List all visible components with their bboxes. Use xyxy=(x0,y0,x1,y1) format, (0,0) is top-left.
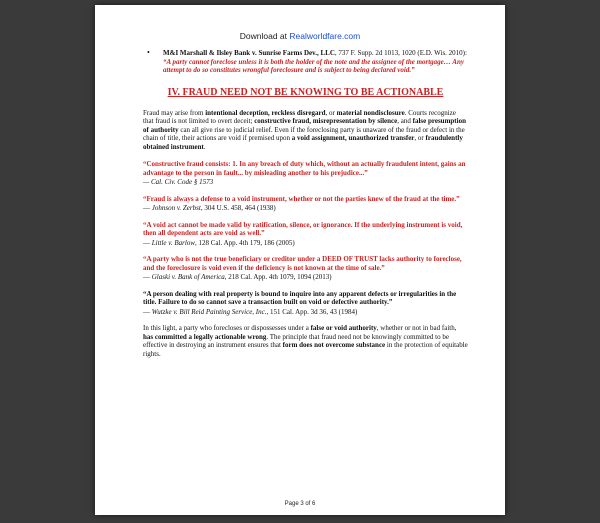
quote-source-dash: — xyxy=(143,273,152,281)
closing-text-3: . The principle that fraud need not be knowingly committed to be effective in destroying an instrument ensures that xyxy=(143,332,449,349)
intro-text-7: . xyxy=(203,142,206,151)
quote-block xyxy=(143,195,468,213)
black-quote-text: “A person dealing with real property is bound to inquire into any apparent defects or irregularities in the title. Failure to do so cannot save a transaction built on void or defective authority.” xyxy=(143,289,457,306)
quote-source-cite: , 304 U.S. 458, 464 (1938) xyxy=(200,204,276,212)
quote-source-case: Little v. Barlow xyxy=(151,238,195,247)
quote-source xyxy=(143,239,468,248)
quote-block xyxy=(143,255,468,282)
black-quote-source-case: Wutzke v. Bill Reid Painting Service, Inc. xyxy=(151,307,267,316)
quote-source-cite: , 218 Cal. App. 4th 1079, 1094 (2013) xyxy=(224,273,332,281)
quote-source xyxy=(143,204,468,213)
closing-paragraph xyxy=(143,324,468,358)
black-quote-block xyxy=(143,290,468,317)
download-header xyxy=(95,31,505,41)
closing-bold-2: has committed a legally actionable wrong xyxy=(143,332,267,341)
intro-bold-6: fraudulently obtained instrument xyxy=(143,134,463,151)
closing-text-1: In this light, a party who forecloses or dispossesses under a xyxy=(143,324,311,332)
case-citation: , 737 F. Supp. 2d 1013, 1020 (E.D. Wis. 2010): xyxy=(334,49,467,57)
closing-text-2: , whether or not in bad faith, xyxy=(376,324,457,332)
quote-source-dash: — xyxy=(143,204,152,212)
download-link[interactable]: Realworldfare.com xyxy=(289,31,361,41)
case-name: M&I Marshall & Ilsley Bank v. Sunrise Farms Dev., LLC xyxy=(163,49,335,57)
black-quote-source xyxy=(143,308,468,317)
quote-source-dash: — xyxy=(143,238,152,247)
quote-source-case: Johnson v. Zerbst xyxy=(151,204,201,212)
intro-bold-1: intentional deception, reckless disregard xyxy=(205,108,326,117)
quote-block xyxy=(143,160,468,187)
bullet-icon: • xyxy=(147,48,150,57)
intro-text-6: , or xyxy=(414,134,426,142)
quote-text: “A party who is not the true beneficiary or creditor under a DEED OF TRUST lacks authority to foreclose, and the foreclosure is void even if the deficiency is not known at the time of sale.” xyxy=(143,255,462,272)
quote-source xyxy=(143,178,468,187)
page-content xyxy=(143,49,468,367)
closing-text-4: in the protection of equitable rights. xyxy=(143,341,468,358)
closing-bold-1: false or void authority xyxy=(310,324,377,332)
quote-text: “A void act cannot be made valid by ratification, silence, or ignorance. If the underlying instrument is void, then all dependent acts are void as well.” xyxy=(143,220,463,237)
intro-bold-3: constructive fraud, misrepresentation by silence xyxy=(254,117,398,125)
quote-source-case: Glaski v. Bank of America xyxy=(151,273,225,281)
case-quote: “A party cannot foreclose unless it is both the holder of the note and the assignee of the mortgage… Any attempt to do so constitutes wrongful foreclosure and is subject to being declared void.” xyxy=(163,57,464,74)
intro-bold-4: false presumption of authority xyxy=(143,117,466,134)
document-page xyxy=(95,5,505,515)
intro-paragraph xyxy=(143,109,468,152)
download-prefix: Download at xyxy=(239,31,290,41)
intro-text-2: , or xyxy=(325,108,337,117)
intro-text-1: Fraud may arise from xyxy=(143,108,206,117)
page-number: Page 3 of 6 xyxy=(284,501,316,507)
intro-text-5: can all give rise to judicial relief. Even if the foreclosing party is unaware of the fraud or defect in the chain of title, their actions are void if premised upon xyxy=(143,125,465,142)
intro-text-3: . Courts recognize that fraud is not limited to overt deceit; xyxy=(143,108,456,125)
intro-bold-2: material nondisclosure xyxy=(336,108,405,117)
section-heading: IV. FRAUD NEED NOT BE KNOWING TO BE ACTIONABLE xyxy=(167,86,444,98)
black-quote-source-cite: , 151 Cal. App. 3d 36, 43 (1984) xyxy=(266,307,358,316)
intro-text-4: , and xyxy=(397,117,413,125)
quote-source-text: — Cal. Civ. Code § 1573 xyxy=(143,178,214,186)
intro-bold-5: a void assignment, unauthorized transfer xyxy=(291,134,415,142)
quote-source-cite: , 128 Cal. App. 4th 179, 186 (2005) xyxy=(194,238,295,247)
black-quote-source-dash: — xyxy=(143,307,152,316)
closing-bold-3: form does not overcome substance xyxy=(282,341,386,349)
quote-text: “Constructive fraud consists: 1. In any breach of duty which, without an actually fraudulent intent, gains an advantage to the person in fault... by misleading another to his prejudice...” xyxy=(143,160,466,177)
quote-source xyxy=(143,273,468,282)
quote-text: “Fraud is always a defense to a void instrument, whether or not the parties knew of the fraud at the time.” xyxy=(143,194,460,203)
case-bullet xyxy=(143,49,468,75)
quote-block xyxy=(143,221,468,248)
